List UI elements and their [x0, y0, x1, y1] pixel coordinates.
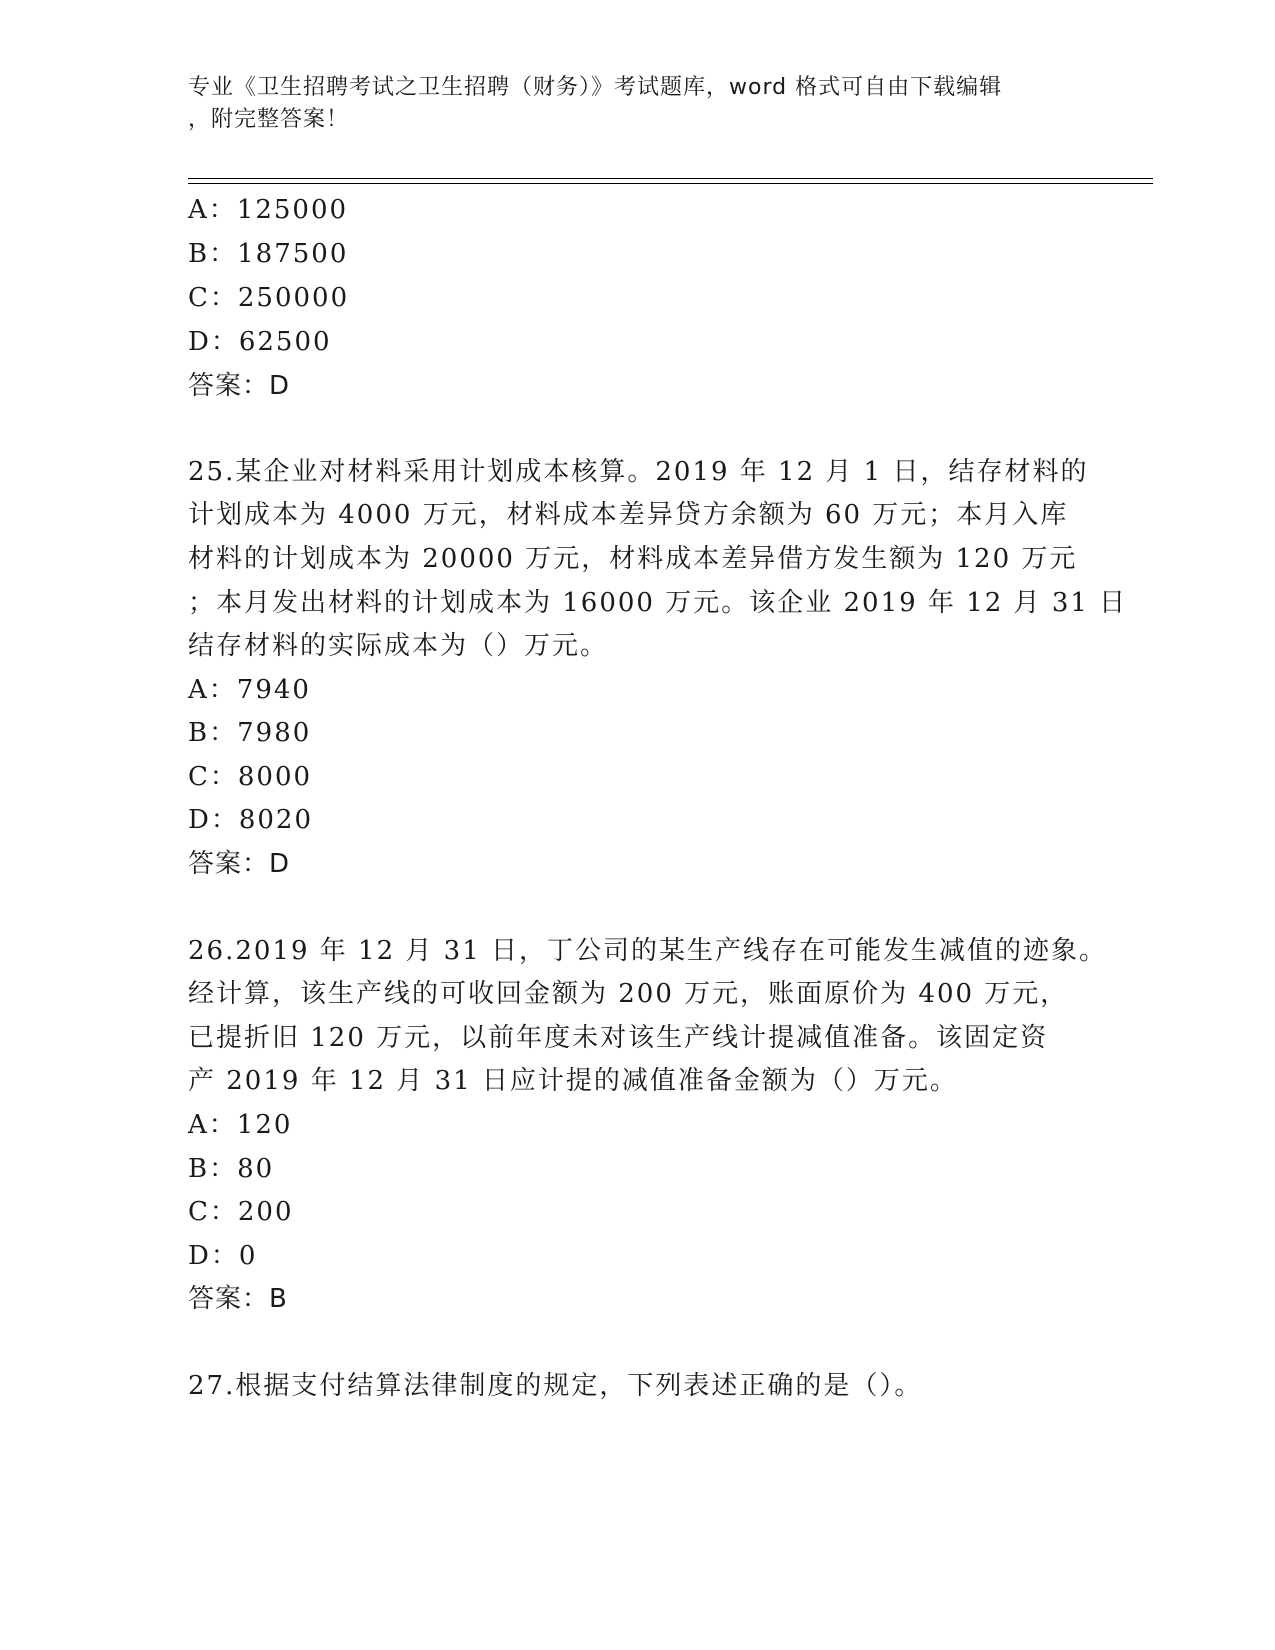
q24-option-b: B：187500 — [188, 239, 349, 269]
q25-option-c: C：8000 — [188, 762, 313, 792]
q25-option-a: A：7940 — [188, 675, 311, 705]
q27-text-line-1: 27.根据支付结算法律制度的规定，下列表述正确的是（）。 — [188, 1371, 923, 1401]
q25-text-line-2: 计划成本为 4000 万元，材料成本差异贷方余额为 60 万元；本月入库 — [188, 500, 1069, 530]
q26-text-line-4: 产 2019 年 12 月 31 日应计提的减值准备金额为（）万元。 — [188, 1066, 958, 1096]
header-rule-top — [188, 178, 1153, 179]
q26-text-line-2: 经计算，该生产线的可收回金额为 200 万元，账面原价为 400 万元， — [188, 979, 1069, 1009]
q25-option-d: D：8020 — [188, 805, 314, 835]
q26-option-d: D：0 — [188, 1241, 258, 1271]
q25-text-line-1: 25.某企业对材料采用计划成本核算。2019 年 12 月 1 日，结存材料的 — [188, 457, 1089, 487]
header-line-2: ，附完整答案！ — [188, 107, 350, 132]
header-rule-bottom — [188, 183, 1153, 184]
q24-option-d: D：62500 — [188, 327, 332, 357]
q25-text-line-5: 结存材料的实际成本为（）万元。 — [188, 631, 609, 661]
q25-answer: 答案：D — [188, 849, 291, 879]
q24-answer: 答案：D — [188, 371, 291, 401]
q26-option-b: B：80 — [188, 1154, 275, 1184]
q24-option-c: C：250000 — [188, 283, 350, 313]
q25-text-line-4: ；本月发出材料的计划成本为 16000 万元。该企业 2019 年 12 月 31 日 — [188, 588, 1128, 618]
q26-option-c: C：200 — [188, 1197, 294, 1227]
q25-text-line-3: 材料的计划成本为 20000 万元，材料成本差异借方发生额为 120 万元 — [188, 544, 1078, 574]
q26-text-line-1: 26.2019 年 12 月 31 日，丁公司的某生产线存在可能发生减值的迹象。 — [188, 936, 1108, 966]
q26-option-a: A：120 — [188, 1110, 293, 1140]
q24-option-a: A：125000 — [188, 195, 349, 225]
document-header — [188, 72, 1068, 136]
header-line-1: 专业《卫生招聘考试之卫生招聘（财务）》考试题库，word 格式可自由下载编辑 — [188, 75, 1003, 100]
q25-option-b: B：7980 — [188, 718, 312, 748]
q26-answer: 答案：B — [188, 1284, 288, 1314]
q26-text-line-3: 已提折旧 120 万元，以前年度未对该生产线计提减值准备。该固定资 — [188, 1023, 1049, 1053]
